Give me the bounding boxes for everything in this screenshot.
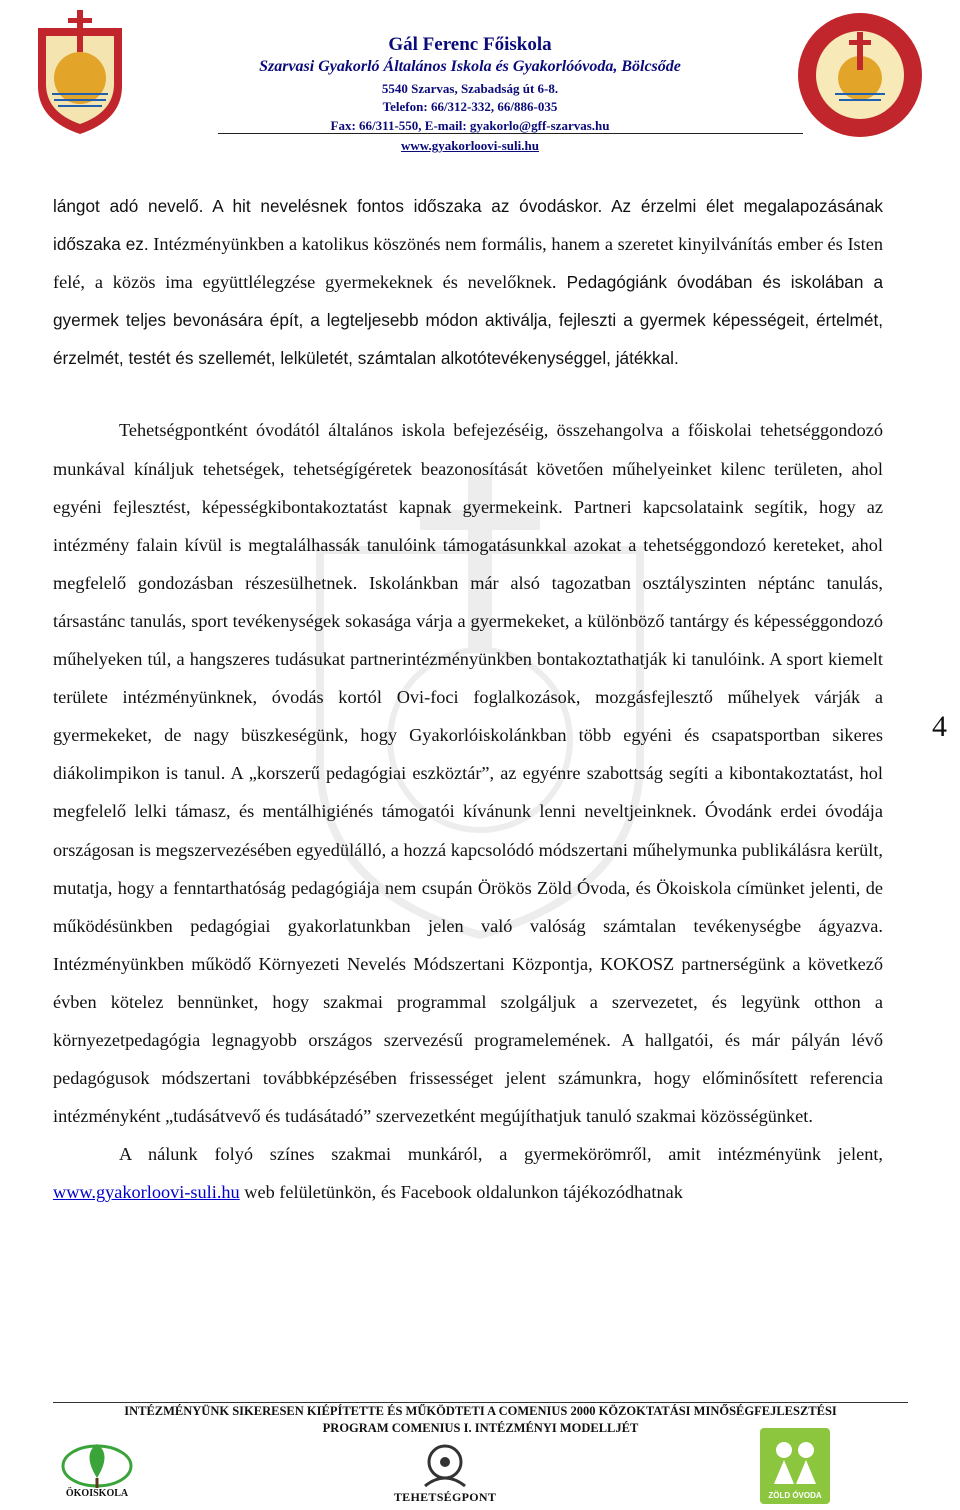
paragraph-3 xyxy=(53,1135,883,1211)
school-name: Szarvasi Gyakorló Általános Iskola és Gyakorlóóvoda, Bölcsőde xyxy=(259,58,681,75)
footer-statement-line-2: PROGRAM COMENIUS I. INTÉZMÉNYI MODELLJÉT xyxy=(322,1421,639,1435)
paragraph-1-part-2: Intézményünkben a katolikus köszönés nem formális, hanem a szeretet kinyilvánítás ember és Isten felé, a közös ima együttlélegzése gyermekeknek és nevelőknek. xyxy=(53,234,883,293)
school-website-link[interactable]: www.gyakorloovi-suli.hu xyxy=(401,138,539,153)
school-phone: Telefon: 66/312-332, 66/886-035 xyxy=(382,99,558,114)
paragraph-3-end: web felületünkön, és Facebook oldalunkon tájékozódhatnak xyxy=(239,1182,683,1203)
footer-divider xyxy=(53,1402,908,1403)
college-name: Gál Ferenc Főiskola xyxy=(388,34,552,55)
page-number: 4 xyxy=(932,710,947,743)
email-address[interactable]: gyakorlo@gff-szarvas.hu xyxy=(469,118,610,133)
eco-school-logo xyxy=(52,1432,142,1492)
fax-number: 66/311-550, xyxy=(359,118,422,133)
school-address: 5540 Szarvas, Szabadság út 6-8. xyxy=(381,81,559,96)
website-link[interactable]: www.gyakorloovi-suli.hu xyxy=(53,1182,240,1203)
school-fax-email xyxy=(150,118,790,134)
paragraph-1 xyxy=(53,187,883,377)
eco-school-label: ÖKOISKOLA xyxy=(65,1488,129,1499)
school-seal-logo xyxy=(795,10,925,140)
document-body xyxy=(53,187,883,1211)
talent-point-logo xyxy=(405,1440,485,1490)
footer-statement-line-1: INTÉZMÉNYÜNK SIKERESEN KIÉPÍTETTE ÉS MŰKÖDTETI A COMENIUS 2000 KÖZOKTATÁSI MINŐSÉGFEJLESZTÉSI xyxy=(124,1404,837,1418)
college-crest-logo xyxy=(30,8,130,136)
talent-point-label: TEHETSÉGPONT xyxy=(393,1490,497,1504)
green-kindergarten-label: ZÖLD ÓVODA xyxy=(768,1491,822,1500)
paragraph-3-start: A nálunk folyó színes szakmai munkáról, a gyermekörömről, amit intézményünk jelent, xyxy=(119,1144,883,1165)
green-kindergarten-logo xyxy=(760,1428,830,1504)
email-label: E-mail: xyxy=(424,118,467,133)
fax-label: Fax: xyxy=(330,118,356,133)
paragraph-1-part-1: lángot adó nevelő. A hit nevelésnek fontos időszaka az óvodáskor. Az érzelmi élet megalapozásának időszaka ez. xyxy=(53,196,883,255)
paragraph-2: Tehetségpontként óvodától általános iskola befejezéséig, összehangolva a főiskolai tehetséggondozó munkával kínáljuk tehetségek, tehetségígéretek beazonosítását követően műhelyeinket kilenc területen, ahol egyéni fejlesztést, képességkibontakoztatást kapnak gyermekeink. Partneri kapcsolataink segítik, hogy az intézmény falain kívül is megtalálhassák tanulóink támogatásunkkal azokat a tehetséggondozó kereteket, ahol megfelelő gondozásban részesülhetnek. Iskolánkban már alsó tagozatban osztályszinten néptánc tanulás, társastánc tanulás, sport tevékenységek sokasága várja a gyermekeket, a különböző tantárgy és képességgondozó műhelyeken túl, a hangszeres tudásukat partnerintézményünkben bontakoztathatják ki tanulóink. A sport kiemelt területe intézményünknek, óvodás kortól Ovi-foci foglalkozások, mozgásfejlesztő műhelyek várják a gyermekeket, de nagy büszkeségünk, hogy Gyakorlóiskolánkban több egyéni és csapatsportban sikeres diákolimpikon is tanul. A „korszerű pedagógiai eszköztár”, az egyénre szabottság segíti a kibontakoztatást, hol megfelelő lelki támasz, és mentálhigiénés támogatói kívánunk lenni neveltjeinknek. Óvodánk erdei óvodája országosan is megszervezésében egyedülálló, a hozzá kapcsolódó módszertani műhelymunka publikálásra került, mutatja, hogy a fenntarthatóság pedagógiája nem csupán Örökös Zöld Óvoda, és Ökoiskola címünket jelenti, de működésünkben pedagógiai gyakorlatunkban jelen való valóság számtalan tevékenységbe ágyazva. Intézményünkben működő Környezeti Nevelés Módszertani Központja, KOKOSZ partnerségünk a következő évben kötelez bennünket, hogy szakmai programmal szolgáljuk a szervezetet, és legyünk otthon a környezetpedagógia legnagyobb országos szervezésű programelemének. A hallgatói, és már pályán lévő pedagógusok módszertani továbbképzésében frissességet jelent számunkra, hogy előminősített referencia intézményként „tudásátvevő és tudásátadó” szervezetként megújíthatjuk tanuló szakmai közösségünket. xyxy=(53,420,883,1127)
paragraph-1-part-3: Pedagógiánk óvodában és iskolában a gyermek teljes bevonására épít, a legteljesebb módon aktiválja, fejleszti a gyermek képességeit, értelmét, érzelmét, testét és szellemét, lelkületét, számtalan alkotótevékenységgel, játékkal. xyxy=(53,272,883,369)
